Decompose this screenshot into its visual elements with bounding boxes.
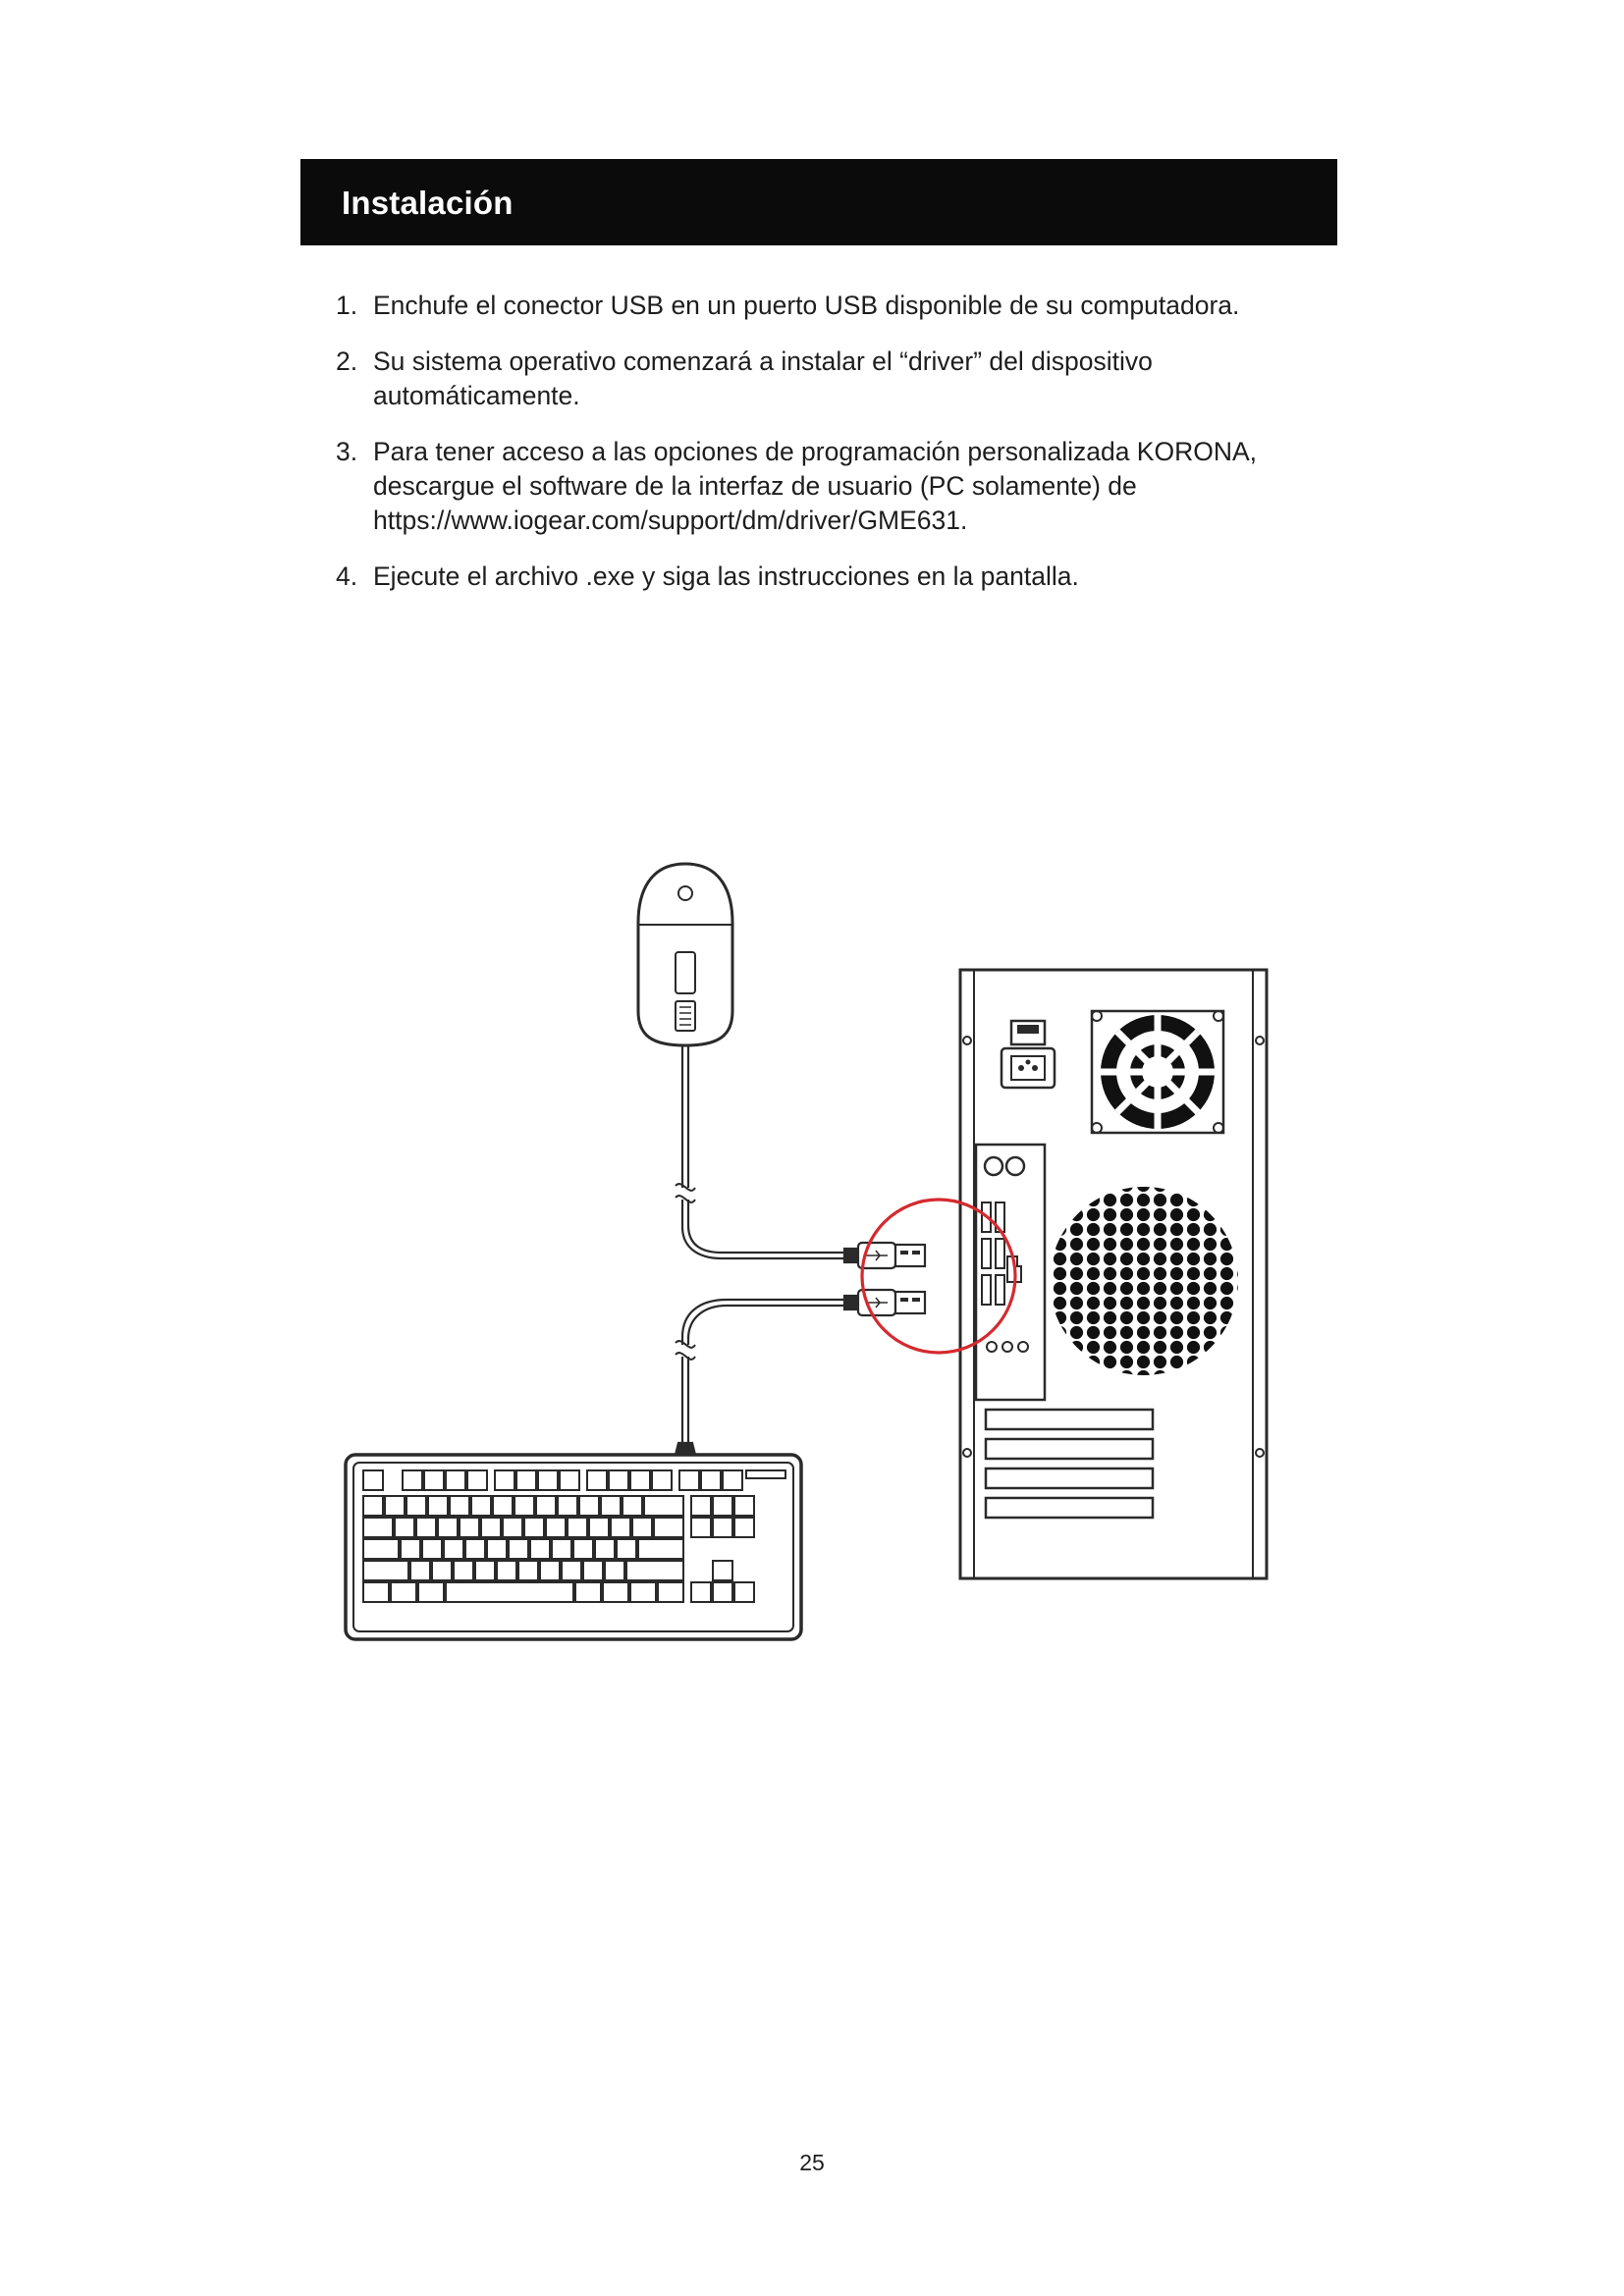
vent-holes bbox=[1041, 1178, 1257, 1389]
keyboard-icon bbox=[346, 1455, 801, 1639]
step-item bbox=[336, 435, 1318, 538]
highlight-circle bbox=[862, 1200, 1015, 1353]
step-number: 2. bbox=[336, 347, 358, 376]
mouse-cable bbox=[676, 1045, 844, 1258]
step-text: Para tener acceso a las opciones de programación personalizada KORONA, descargue el software de la interfaz de usuario (PC solamente) de https://www.iogear.com/support/dm/driver/GME631. bbox=[373, 437, 1258, 535]
mouse-icon bbox=[638, 864, 732, 1045]
step-text: Su sistema operativo comenzará a instalar el “driver” del dispositivo automáticamente. bbox=[373, 347, 1153, 410]
step-text: Ejecute el archivo .exe y siga las instrucciones en la pantalla. bbox=[373, 561, 1079, 591]
usb-connector-icon bbox=[844, 1243, 925, 1315]
step-text: Enchufe el conector USB en un puerto USB disponible de su computadora. bbox=[373, 291, 1240, 320]
step-item bbox=[336, 289, 1318, 323]
step-item bbox=[336, 560, 1318, 594]
step-number: 1. bbox=[336, 291, 358, 320]
section-header bbox=[300, 159, 1337, 245]
page-number: 25 bbox=[799, 2150, 825, 2175]
section-title: Instalación bbox=[342, 185, 514, 221]
step-item bbox=[336, 345, 1318, 413]
step-number: 4. bbox=[336, 561, 358, 591]
keyboard-cable bbox=[676, 1255, 844, 1455]
connection-diagram bbox=[334, 854, 1276, 1659]
installation-steps bbox=[336, 289, 1318, 615]
step-number: 3. bbox=[336, 437, 358, 466]
